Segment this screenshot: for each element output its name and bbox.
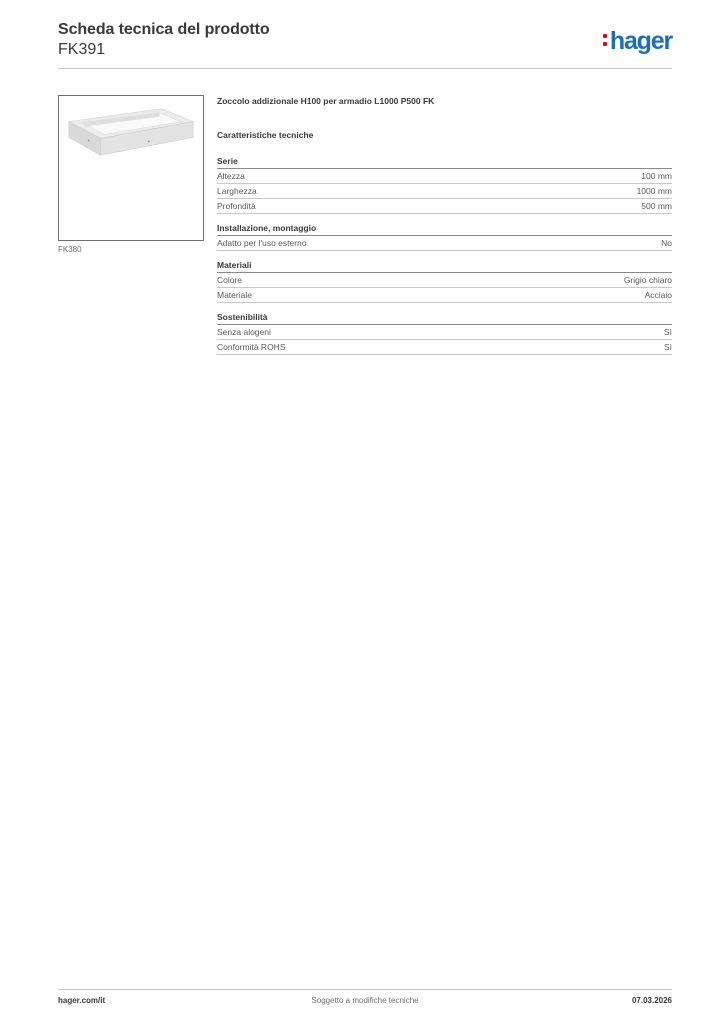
page-header	[58, 20, 672, 70]
spec-row	[217, 273, 672, 288]
spec-row	[217, 325, 672, 340]
section-sostenibilita	[217, 311, 672, 355]
tech-heading: Caratteristiche tecniche	[217, 130, 314, 140]
section-title: Serie	[217, 155, 672, 169]
logo-dots-icon	[603, 33, 608, 49]
spec-value: No	[661, 238, 672, 248]
footer-note: Soggetto a modifiche tecniche	[311, 996, 419, 1005]
spec-value: 100 mm	[641, 171, 672, 181]
spec-label: Adatto per l'uso esterno	[217, 238, 307, 248]
image-caption: FK380	[58, 245, 82, 254]
page-title: Scheda tecnica del prodotto	[58, 21, 270, 38]
spec-row	[217, 288, 672, 303]
section-title: Materiali	[217, 259, 672, 273]
spec-label: Larghezza	[217, 186, 257, 196]
spec-value: Acciaio	[644, 290, 672, 300]
spec-label: Materiale	[217, 290, 252, 300]
section-serie	[217, 155, 672, 214]
spec-value: Sì	[663, 342, 672, 352]
footer-date: 07.03.2026	[631, 996, 672, 1005]
spec-content	[217, 95, 672, 355]
spec-value: 500 mm	[641, 201, 672, 211]
plinth-frame-image	[59, 96, 203, 240]
spec-label: Conformità ROHS	[217, 342, 286, 352]
logo-text: hager	[609, 27, 672, 55]
footer-divider	[58, 989, 672, 990]
page-footer	[58, 996, 672, 1010]
spec-value: Grigio chiaro	[623, 275, 672, 285]
footer-website-link[interactable]: hager.com/it	[58, 996, 106, 1005]
spec-value: 1000 mm	[636, 186, 672, 196]
spec-value: Sì	[663, 327, 672, 337]
product-code: FK391	[58, 41, 106, 58]
hager-logo	[603, 28, 672, 54]
spec-label: Profondità	[217, 201, 256, 211]
section-materiali	[217, 259, 672, 303]
spec-label: Altezza	[217, 171, 245, 181]
section-installazione	[217, 222, 672, 251]
product-image	[58, 95, 204, 241]
section-title: Sostenibilità	[217, 311, 672, 325]
spec-row	[217, 199, 672, 214]
spec-label: Colore	[217, 275, 243, 285]
spec-row	[217, 169, 672, 184]
header-divider	[58, 68, 672, 69]
spec-row	[217, 340, 672, 355]
spec-row	[217, 236, 672, 251]
spec-row	[217, 184, 672, 199]
product-description: Zoccolo addizionale H100 per armadio L1000 P500 FK	[217, 96, 435, 106]
section-title: Installazione, montaggio	[217, 222, 672, 236]
spec-label: Senza alogeni	[217, 327, 271, 337]
